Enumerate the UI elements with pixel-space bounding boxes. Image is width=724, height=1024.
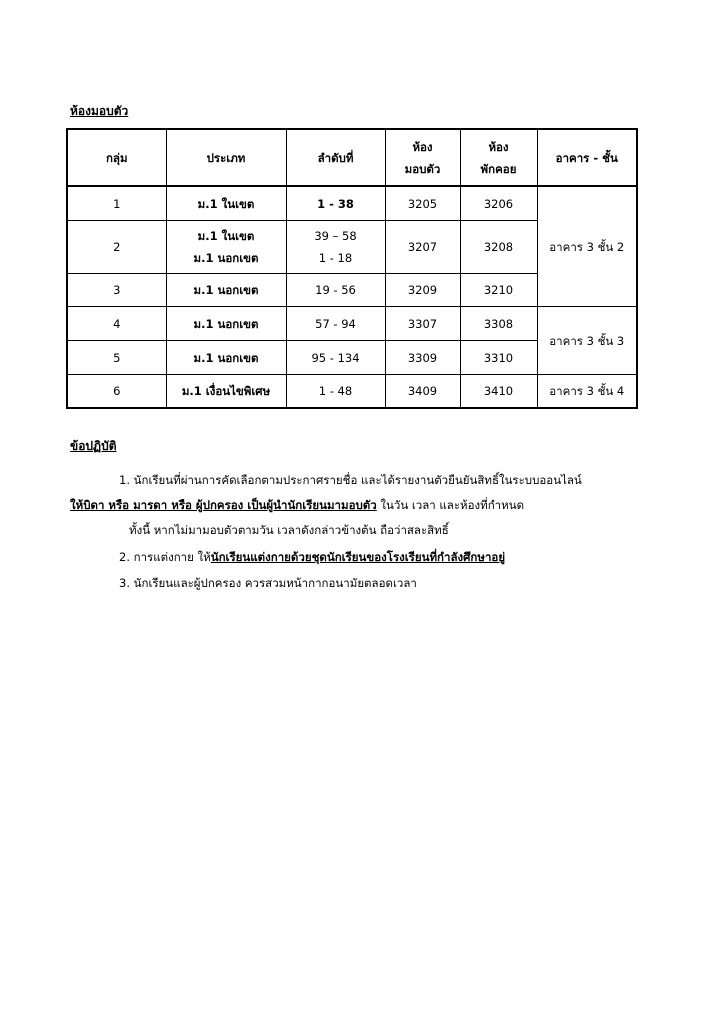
cell-group: 6 — [67, 375, 166, 409]
table-row — [67, 307, 637, 341]
cell-type — [166, 221, 286, 274]
cell-type: ม.1 นอกเขต — [166, 307, 286, 341]
cell-group: 2 — [67, 221, 166, 274]
cell-type-line2: ม.1 นอกเขต — [193, 251, 259, 265]
header-wait-room — [460, 129, 537, 186]
rooms-table — [66, 128, 638, 409]
cell-type: ม.1 ในเขต — [166, 186, 286, 221]
header-wait-room-line1: ห้อง — [488, 139, 509, 154]
rule-1-line-1: 1. นักเรียนที่ผ่านการคัดเลือกตามประกาศรายชื่อ และได้รายงานตัวยืนยันสิทธิ์ในระบบออนไลน์ — [119, 473, 582, 487]
cell-order: 57 - 94 — [286, 307, 385, 341]
cell-type-line1: ม.1 ในเขต — [197, 229, 255, 243]
cell-wait-room: 3410 — [460, 375, 537, 409]
header-group: กลุ่ม — [67, 129, 166, 186]
rule-3: 3. นักเรียนและผู้ปกครอง ควรสวมหน้ากากอนามัยตลอดเวลา — [119, 576, 417, 590]
rule-2-emphasis: นักเรียนแต่งกายด้วยชุดนักเรียนของโรงเรียนที่กำลังศึกษาอยู่ — [210, 550, 506, 564]
cell-order: 19 - 56 — [286, 274, 385, 307]
rule-1-line-3: ทั้งนี้ หากไม่มามอบตัวตามวัน เวลาดังกล่าวข้างต้น ถือว่าสละสิทธิ์ — [129, 523, 449, 537]
cell-report-room: 3207 — [385, 221, 460, 274]
rule-1-line-2 — [70, 497, 524, 513]
header-building: อาคาร - ชั้น — [537, 129, 637, 186]
cell-order: 1 - 48 — [286, 375, 385, 409]
cell-group: 4 — [67, 307, 166, 341]
rooms-section-title: ห้องมอบตัว — [70, 104, 129, 118]
cell-type: ม.1 เงื่อนไขพิเศษ — [166, 375, 286, 409]
rule-2 — [119, 549, 505, 565]
cell-type: ม.1 นอกเขต — [166, 341, 286, 375]
cell-order: 95 - 134 — [286, 341, 385, 375]
rule-1-emphasis: ให้บิดา หรือ มารดา หรือ ผู้ปกครอง เป็นผู้นำนักเรียนมามอบตัว — [70, 498, 377, 512]
cell-order: 1 - 38 — [286, 186, 385, 221]
rule-2-prefix: 2. การแต่งกาย ให้ — [119, 550, 211, 564]
rule-1-line-2-rest: ในวัน เวลา และห้องที่กำหนด — [376, 498, 525, 512]
cell-report-room: 3209 — [385, 274, 460, 307]
cell-building: อาคาร 3 ชั้น 4 — [537, 375, 637, 409]
table-row — [67, 375, 637, 409]
cell-wait-room: 3310 — [460, 341, 537, 375]
header-report-room-line1: ห้อง — [412, 139, 433, 154]
cell-wait-room: 3208 — [460, 221, 537, 274]
cell-building: อาคาร 3 ชั้น 2 — [537, 186, 637, 307]
cell-report-room: 3309 — [385, 341, 460, 375]
cell-group: 5 — [67, 341, 166, 375]
cell-report-room: 3409 — [385, 375, 460, 409]
table-header-row — [67, 129, 637, 186]
header-order: ลำดับที่ — [286, 129, 385, 186]
cell-wait-room: 3206 — [460, 186, 537, 221]
rules-section-title: ข้อปฏิบัติ — [70, 439, 117, 453]
cell-order-line1: 39 – 58 — [314, 229, 357, 243]
cell-group: 1 — [67, 186, 166, 221]
cell-building: อาคาร 3 ชั้น 3 — [537, 307, 637, 375]
cell-group: 3 — [67, 274, 166, 307]
header-type: ประเภท — [166, 129, 286, 186]
header-report-room-line2: มอบตัว — [404, 161, 441, 176]
cell-order-line2: 1 - 18 — [318, 251, 353, 265]
table-row — [67, 186, 637, 221]
cell-wait-room: 3308 — [460, 307, 537, 341]
cell-wait-room: 3210 — [460, 274, 537, 307]
cell-order — [286, 221, 385, 274]
header-report-room — [385, 129, 460, 186]
cell-report-room: 3307 — [385, 307, 460, 341]
cell-type: ม.1 นอกเขต — [166, 274, 286, 307]
header-wait-room-line2: พักคอย — [480, 161, 517, 176]
cell-report-room: 3205 — [385, 186, 460, 221]
